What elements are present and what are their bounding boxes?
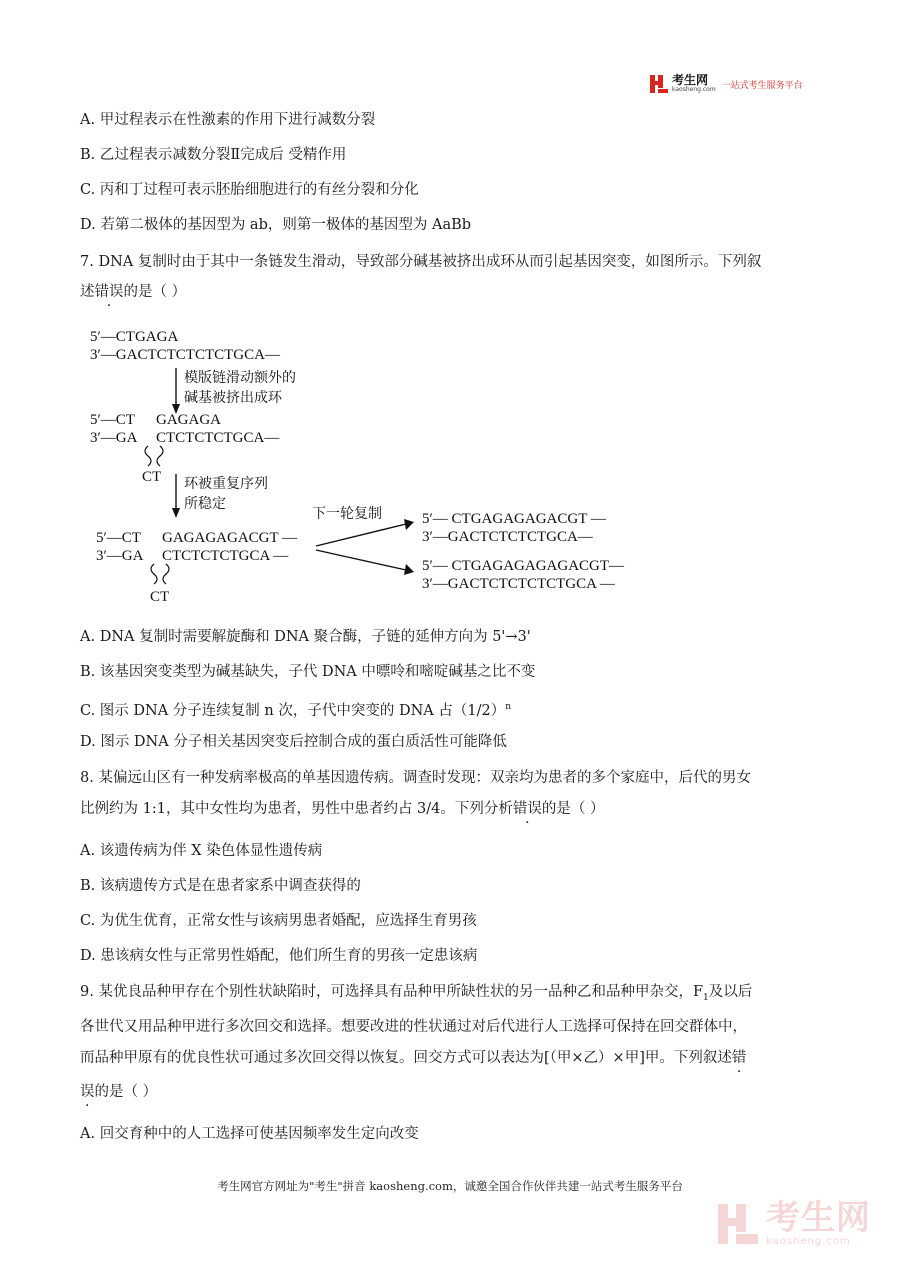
- logo-text: [672, 75, 716, 93]
- q7-option-c: C. 图示 DNA 分子连续复制 n 次，子代中突变的 DNA 占$(1/2)^n$: [80, 702, 511, 719]
- strand-3-bottom-left: 3′—GA: [96, 548, 144, 564]
- loop-1-right-icon: [157, 446, 163, 466]
- strand-3-top-right: GAGAGAGACGT —: [162, 530, 298, 546]
- watermark-domain: kaosheng.com: [766, 1236, 851, 1247]
- strand-3-bottom-right: CTCTCTCTGCA —: [162, 548, 289, 564]
- loop-1-label: CT: [142, 469, 162, 485]
- arrow-2-label-l1: 环被重复序列: [184, 476, 268, 492]
- header-logo: [650, 72, 803, 96]
- arrow-1-label-l2: 碱基被挤出成环: [184, 390, 282, 406]
- option-a-prev: A. 甲过程表示在性激素的作用下进行减数分裂: [80, 112, 376, 128]
- logo-name: 考生网: [672, 73, 709, 87]
- emphasis-dot: 错误: [94, 284, 124, 300]
- product-1-bottom: 3′—GACTCTCTCTGCA—: [422, 529, 593, 545]
- watermark: [716, 1200, 871, 1247]
- logo-mark-icon: [650, 75, 668, 93]
- watermark-text: 考生网: [766, 1198, 871, 1238]
- branch-arrow-up-line: [316, 524, 406, 546]
- loop-2-left-icon: [151, 564, 157, 584]
- arrow-2-label-l2: 所稳定: [184, 496, 226, 512]
- q8-option-d: D. 患该病女性与正常男性婚配，他们所生育的男孩一定患该病: [80, 948, 478, 964]
- product-2-top: 5′— CTGAGAGAGAGACGT—: [422, 558, 625, 574]
- q9-stem-line2: 各世代又用品种甲进行多次回交和选择。想要改进的性状通过对后代进行人工选择可保持在回交群体中，: [80, 1019, 747, 1035]
- loop-2-label: CT: [150, 589, 170, 605]
- branch-arrow-down-line: [316, 550, 406, 570]
- loop-2-right-icon: [163, 564, 169, 584]
- strand-1-top: 5′—CTGAGA: [90, 329, 179, 345]
- q9-option-a: A. 回交育种中的人工选择可使基因频率发生定向改变: [80, 1126, 419, 1142]
- option-d-prev: D. 若第二极体的基因型为 ab，则第一极体的基因型为 AaBb: [80, 217, 472, 233]
- arrow-2-head-icon: [172, 508, 180, 518]
- q7-option-d: D. 图示 DNA 分子相关基因突变后控制合成的蛋白质活性可能降低: [80, 734, 507, 750]
- strand-1-bottom: 3′—GACTCTCTCTCTGCA—: [90, 347, 280, 363]
- loop-1-left-icon: [145, 446, 151, 466]
- q9-stem-line3: 而品种甲原有的优良性状可通过多次回交得以恢复。回交方式可以表达为[（甲×乙）×甲]甲。下列叙述错: [80, 1050, 747, 1066]
- q7-option-a: A. DNA 复制时需要解旋酶和 DNA 聚合酶，子链的延伸方向为 5'→3': [80, 629, 531, 645]
- q8-option-b: B. 该病遗传方式是在患者家系中调查获得的: [80, 878, 361, 894]
- product-1-top: 5′— CTGAGAGAGACGT —: [422, 511, 606, 527]
- logo-slogan: 一站式考生服务平台: [721, 80, 803, 91]
- option-b-prev: B. 乙过程表示减数分裂Ⅱ完成后 受精作用: [80, 147, 347, 163]
- strand-2-bottom-left: 3′—GA: [90, 430, 138, 446]
- arrow-1-label-l1: 模版链滑动额外的: [184, 370, 296, 386]
- q8-stem-line1: 8. 某偏远山区有一种发病率极高的单基因遗传病。调查时发现：双亲均为患者的多个家庭中，后代的男女: [80, 770, 751, 786]
- next-round-label: 下一轮复制: [312, 506, 382, 522]
- branch-arrow-up-head-icon: [404, 519, 414, 530]
- product-2-bottom: 3′—GACTCTCTCTCTGCA —: [422, 576, 615, 592]
- strand-2-top-left: 5′—CT: [90, 412, 135, 428]
- q8-option-c: C. 为优生优育，正常女性与该病男患者婚配，应选择生育男孩: [80, 913, 477, 929]
- q8-stem-line2: 比例约为 1:1，其中女性均为患者，男性中患者约占 3/4。下列分析错误的是（ ）: [80, 801, 605, 817]
- q9-stem-line1: 9. 某优良品种甲存在个别性状缺陷时，可选择具有品种甲所缺性状的另一品种乙和品种甲杂交，$F_1$及以后: [80, 984, 753, 1003]
- q9-stem-line4: 误的是（ ）: [80, 1084, 158, 1100]
- branch-arrow-down-head-icon: [404, 564, 414, 575]
- page-footer: 考生网官方网址为"考生"拼音 kaosheng.com，诚邀全国合作伙伴共建一站式考生服务平台: [217, 1179, 683, 1193]
- emphasis-dot: 误: [80, 1084, 95, 1100]
- q7-stem-line2: 述错误的是（ ）: [80, 284, 187, 300]
- q7-stem-line1: 7. DNA 复制时由于其中一条链发生滑动，导致部分碱基被挤出成环从而引起基因突变，如图所示。下列叙: [80, 254, 762, 270]
- dna-replication-diagram: [84, 320, 664, 610]
- watermark-logo-icon: [716, 1202, 760, 1246]
- q8-option-a: A. 该遗传病为伴 X 染色体显性遗传病: [80, 843, 323, 859]
- q7-option-b: B. 该基因突变类型为碱基缺失，子代 DNA 中嘌呤和嘧啶碱基之比不变: [80, 664, 536, 680]
- logo-domain: kaosheng.com: [672, 86, 716, 93]
- option-c-prev: C. 丙和丁过程可表示胚胎细胞进行的有丝分裂和分化: [80, 182, 419, 198]
- emphasis-dot: 错误: [512, 801, 542, 817]
- strand-3-top-left: 5′—CT: [96, 530, 141, 546]
- emphasis-dot: 错: [731, 1050, 747, 1066]
- strand-2-top-right: GAGAGA: [156, 412, 221, 428]
- strand-2-bottom-right: CTCTCTCTGCA—: [156, 430, 280, 446]
